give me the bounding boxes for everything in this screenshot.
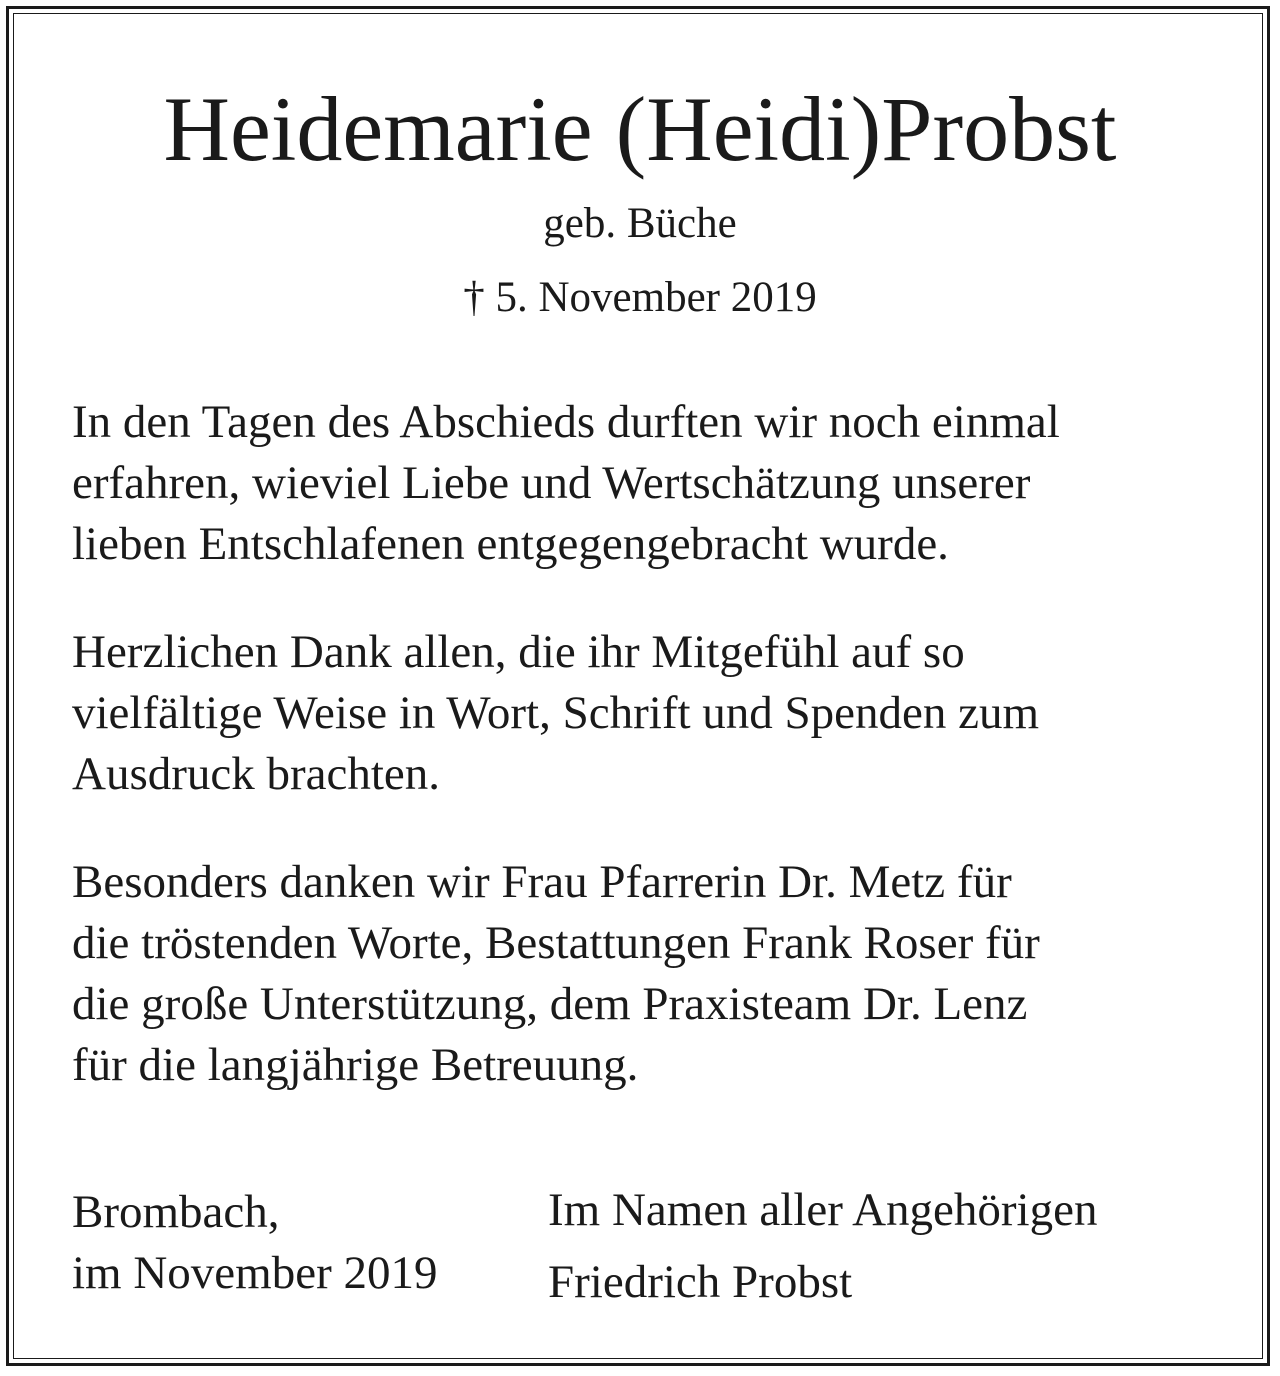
paragraph-special-thanks bbox=[72, 852, 1242, 1096]
paragraph-line: lieben Entschlafenen entgegengebracht wurde. bbox=[72, 518, 949, 570]
signature-name: Friedrich Probst bbox=[548, 1256, 853, 1308]
place-and-date bbox=[72, 1182, 438, 1304]
paragraph-thanks bbox=[72, 622, 1242, 805]
paragraph-line: In den Tagen des Abschieds durften wir noch einmal bbox=[72, 396, 1060, 448]
deceased-name: Heidemarie (Heidi)Probst bbox=[163, 78, 1117, 180]
signature-intro: Im Namen aller Angehörigen bbox=[548, 1184, 1098, 1236]
paragraph-line: Herzlichen Dank allen, die ihr Mitgefühl auf so bbox=[72, 626, 965, 678]
place-line: Brombach, bbox=[72, 1186, 280, 1238]
paragraph-line: für die langjährige Betreuung. bbox=[72, 1039, 639, 1091]
paragraph-line: Ausdruck brachten. bbox=[72, 748, 441, 800]
signature-block bbox=[548, 1174, 1097, 1318]
paragraph-line: die große Unterstützung, dem Praxisteam Dr. Lenz bbox=[72, 978, 1028, 1030]
paragraph-line: erfahren, wieviel Liebe und Wertschätzung unserer bbox=[72, 457, 1031, 509]
paragraph-line: die tröstenden Worte, Bestattungen Frank Roser für bbox=[72, 917, 1040, 969]
maiden-name: geb. Büche bbox=[543, 200, 737, 247]
paragraph-line: vielfältige Weise in Wort, Schrift und Spenden zum bbox=[72, 687, 1040, 739]
paragraph-farewell bbox=[72, 392, 1242, 575]
death-date: † 5. November 2019 bbox=[463, 274, 817, 321]
paragraph-line: Besonders danken wir Frau Pfarrerin Dr. Metz für bbox=[72, 856, 1012, 908]
date-line: im November 2019 bbox=[72, 1247, 438, 1299]
